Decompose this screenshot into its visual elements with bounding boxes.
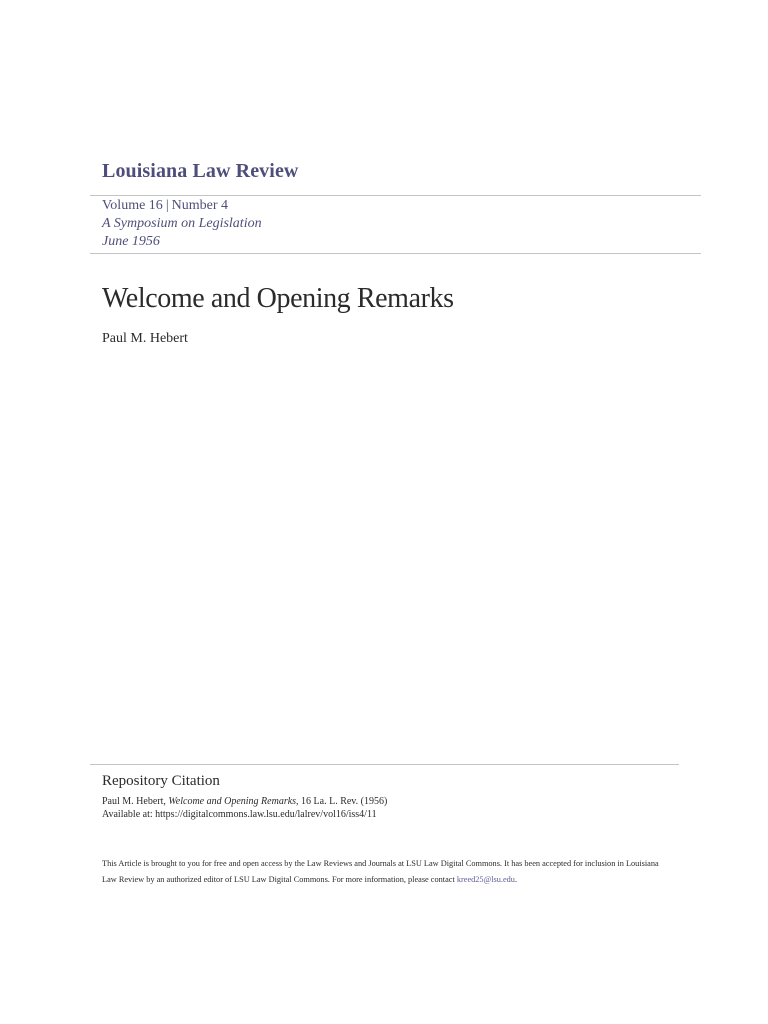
- symposium-title: A Symposium on Legislation: [102, 216, 262, 231]
- access-notice: [102, 856, 662, 888]
- divider-citation: [90, 764, 679, 765]
- journal-title[interactable]: Louisiana Law Review: [102, 160, 299, 182]
- citation-author: Paul M. Hebert,: [102, 796, 166, 807]
- citation-reference: , 16 La. L. Rev. (1956): [296, 796, 388, 807]
- article-title: Welcome and Opening Remarks: [102, 283, 454, 314]
- issue-separator: |: [165, 198, 169, 213]
- repository-citation-heading: Repository Citation: [102, 773, 220, 789]
- citation-available-at[interactable]: Available at: https://digitalcommons.law.lsu.edu/lalrev/vol16/iss4/11: [102, 809, 377, 820]
- divider-middle: [90, 253, 701, 254]
- citation-text: [102, 796, 387, 807]
- issue-info: [102, 197, 262, 251]
- number-link[interactable]: Number 4: [171, 198, 229, 213]
- notice-text: This Article is brought to you for free and open access by the Law Reviews and Journals at LSU Law Digital Commons. It has been accepted for inclusion in Louisiana Law Review by an authorized editor of LSU Law Digital Commons. For more information, please contact: [102, 859, 659, 884]
- divider-top: [90, 195, 701, 196]
- issue-date: June 1956: [102, 234, 160, 249]
- contact-email-link[interactable]: kreed25@lsu.edu: [456, 875, 515, 884]
- notice-end: .: [514, 875, 518, 884]
- volume-link[interactable]: Volume 16: [102, 198, 163, 213]
- volume-number-line: [102, 197, 262, 215]
- citation-title: Welcome and Opening Remarks: [168, 796, 297, 807]
- article-author[interactable]: Paul M. Hebert: [102, 331, 188, 346]
